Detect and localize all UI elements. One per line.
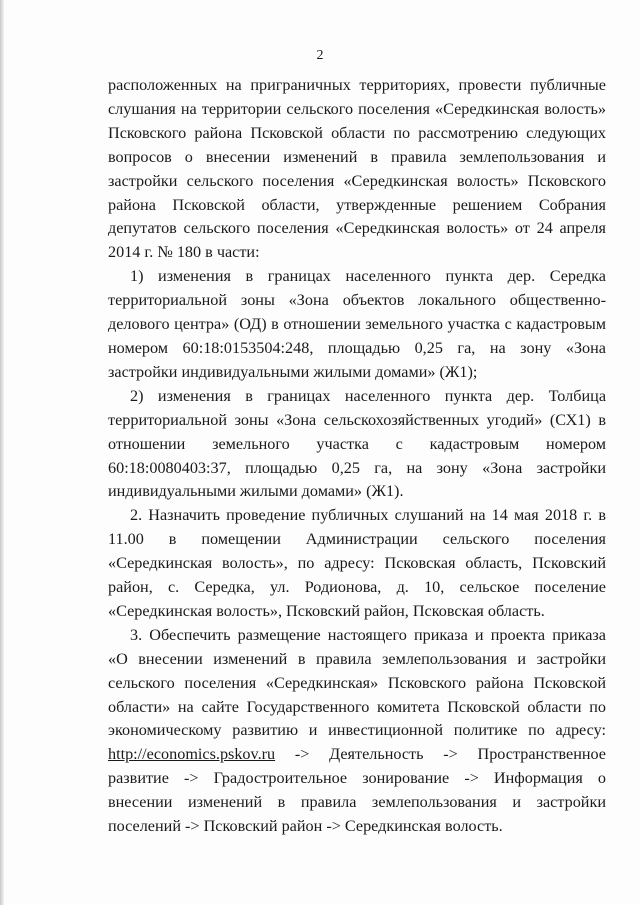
paragraph-point-3-text: 3. Обеспечить размещение настоящего приказа и проекта приказа «О внесении изменений в правила землепользования и застройки сельского поселения «Середкинская» Псковского района Псковской области» на сайте Государственного комитета Псковской области по экономическому развитию и инвестиционной политике по адресу:: [108, 625, 606, 740]
document-body: [108, 74, 606, 839]
paragraph-item-1: 1) изменения в границах населенного пункта дер. Середка территориальной зоны «Зона объектов локального общественно-делового центра» (ОД) в отношении земельного участка с кадастровым номером 60:18:0153504:248, площадью 0,25 га, на зону «Зона застройки индивидуальными жилыми домами» (Ж1);: [108, 267, 606, 381]
page-number: 2: [316, 48, 324, 63]
economics-site-link[interactable]: http://economics.pskov.ru: [108, 745, 276, 764]
paragraph-continuation: расположенных на приграничных территориях, провести публичные слушания на территории сельского поселения «Середкинская волость» Псковского района Псковской области по рассмотрению следующих вопросов о внесении изменений в правила землепользования и застройки сельского поселения «Середкинская волость» Псковского района Псковской области, утвержденные решением Собрания депутатов сельского поселения «Середкинская волость» от 24 апреля 2014 г. № 180 в части:: [108, 76, 606, 262]
scan-edge-shadow: [0, 0, 4, 905]
paragraph-item-2: 2) изменения в границах населенного пункта дер. Толбица территориальной зоны «Зона сельскохозяйственных угодий» (СХ1) в отношении земельного участка с кадастровым номером 60:18:0080403:37, площадью 0,25 га, на зону «Зона застройки индивидуальными жилыми домами» (Ж1).: [108, 386, 606, 501]
paragraph-point-2: 2. Назначить проведение публичных слушаний на 14 мая 2018 г. в 11.00 в помещении Администрации сельского поселения «Середкинская волость», по адресу: Псковская область, Псковский район, с. Середка, ул. Родионова, д. 10, сельское поселение «Середкинская волость», Псковский район, Псковская область.: [108, 506, 606, 620]
paragraph-point-3: [108, 624, 606, 839]
paragraph-point-3-path: -> Деятельность -> Пространственное развитие -> Градостроительное зонирование -> Информация о внесении изменений в правила землепользования и застройки поселений -> Псковский район -> Середкинская волость.: [108, 745, 606, 836]
